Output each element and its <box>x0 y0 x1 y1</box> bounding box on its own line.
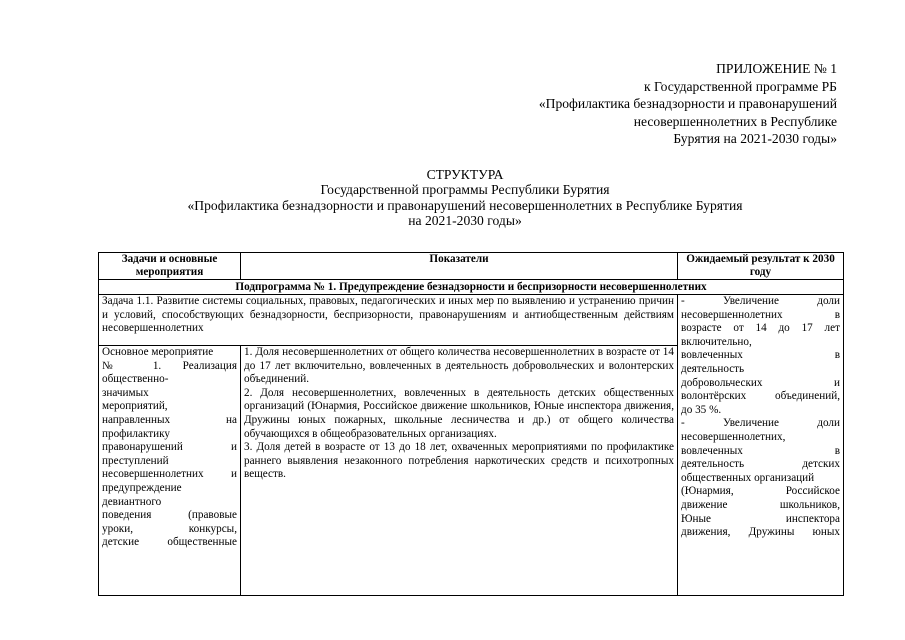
task-text: Задача 1.1. Развитие системы социальных, правовых, педагогических и иных мер по выявлению и устранению причин и условий, способствующих безнадзорности, беспризорности, правонарушениям и антиобщественным действиям несовершеннолетних <box>99 295 678 346</box>
activity-line: детские общественные <box>102 536 237 549</box>
result-line: (Юнармия, Российское <box>681 485 840 498</box>
subprogram-title: Подпрограмма № 1. Предупреждение безнадзорности и беспризорности несовершеннолетних <box>99 280 844 295</box>
result-line: включительно, <box>681 335 752 348</box>
activity-line: правонарушений и <box>102 441 237 454</box>
activity-line: уроки, конкурсы, <box>102 522 237 535</box>
result-line: - Увеличение доли <box>681 417 840 430</box>
result-line: - Увеличение доли <box>681 295 840 307</box>
header-result: Ожидаемый результат к 2030 году <box>678 253 844 280</box>
result-line: несовершеннолетних, <box>681 430 786 443</box>
result-line: вовлеченных в <box>681 349 840 362</box>
title-line-3: «Профилактика безнадзорности и правонарушений несовершеннолетних в Республике Бурятия <box>187 197 743 213</box>
activity-line: Основное мероприятие <box>102 345 214 358</box>
activity-line: общественно- <box>102 373 169 386</box>
result-line: общественных организаций <box>681 471 815 484</box>
title-line-1: СТРУКТУРА <box>426 167 504 182</box>
result-line: Юные инспектора <box>681 512 840 525</box>
appendix-line-4: несовершеннолетних в Республике <box>633 113 837 129</box>
result-line: движения, Дружины юных <box>681 526 840 539</box>
title-line-2: Государственной программы Республики Бурятия <box>320 182 610 198</box>
expected-result-text <box>681 295 840 595</box>
activity-line: профилактику <box>102 427 170 440</box>
task-row <box>99 295 844 346</box>
activity-line: девиантного <box>102 495 162 508</box>
appendix-line-5: Бурятия на 2021-2030 годы» <box>673 131 837 146</box>
appendix-number: ПРИЛОЖЕНИЕ № 1 <box>716 61 837 76</box>
result-line: вовлеченных в <box>681 444 840 457</box>
subprogram-row <box>99 280 844 295</box>
activity-line: мероприятий, <box>102 400 168 413</box>
activity-cell <box>99 345 241 595</box>
expected-result-cell <box>678 295 844 596</box>
result-line: деятельность <box>681 362 745 375</box>
activity-line: поведения (правовые <box>102 509 237 522</box>
indicator-1: 1. Доля несовершеннолетних от общего количества несовершеннолетних в возрасте от 14 до 17 лет включительно, вовлеченных в деятельность добровольческих и волонтерских объединений. <box>244 345 674 386</box>
indicator-2: 2. Доля несовершеннолетних, вовлеченных в деятельность детских общественных организаций (Юнармия, Российское движение школьников, Юные инспектора движения, Дружины юных пожарных, школьные лесничества и др.) от общего количества обучающихся в общеобразовательных организациях. <box>244 386 674 440</box>
activity-line: № 1. Реализация <box>102 359 237 372</box>
appendix-header <box>397 60 837 148</box>
result-line: движение школьников, <box>681 498 840 511</box>
indicators-cell <box>241 345 678 595</box>
result-line: добровольческих и <box>681 376 840 389</box>
document-title <box>90 167 840 228</box>
title-line-4: на 2021-2030 годы» <box>408 212 522 228</box>
result-line: до 35 %. <box>681 403 722 416</box>
structure-table <box>98 252 844 596</box>
activity-line: предупреждение <box>102 481 182 494</box>
table-header-row <box>99 253 844 280</box>
result-line: возрасте от 14 до 17 лет <box>681 322 840 335</box>
appendix-line-2: к Государственной программе РБ <box>644 78 837 94</box>
result-line: деятельность детских <box>681 458 840 471</box>
activity-line: направленных на <box>102 413 237 426</box>
activity-line: значимых <box>102 386 149 399</box>
activity-text <box>102 346 237 550</box>
activity-line: преступлений <box>102 454 169 467</box>
indicator-3: 3. Доля детей в возрасте от 13 до 18 лет, охваченных мероприятиями по профилактике раннего выявления незаконного потребления наркотических средств и психотропных веществ. <box>244 441 674 481</box>
header-tasks: Задачи и основные мероприятия <box>99 253 241 280</box>
result-line: волонтёрских объединений, <box>681 390 840 403</box>
result-line: несовершеннолетних в <box>681 308 840 321</box>
header-indicators: Показатели <box>241 253 678 280</box>
activity-line: несовершеннолетних и <box>102 468 237 481</box>
appendix-line-3: «Профилактика безнадзорности и правонарушений <box>538 96 837 111</box>
